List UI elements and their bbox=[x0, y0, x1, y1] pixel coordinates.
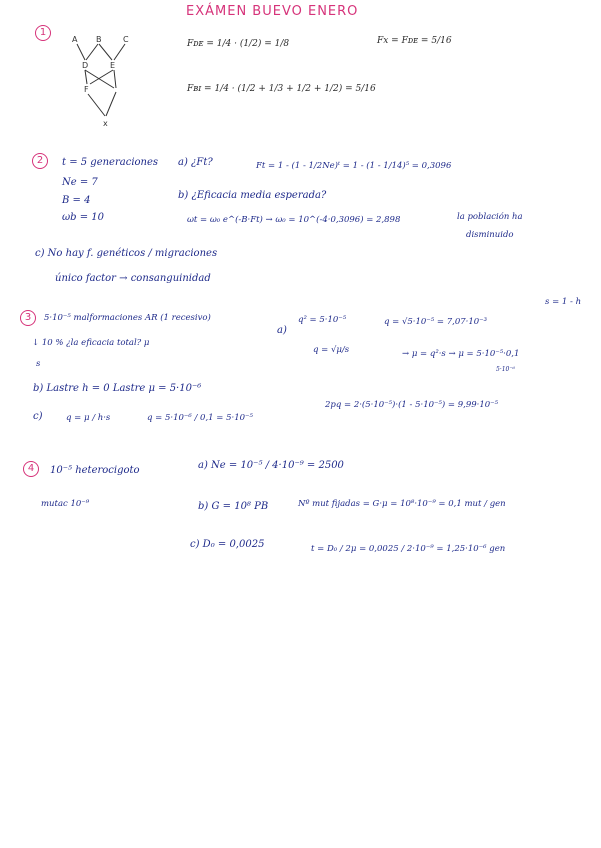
pedigree-line bbox=[90, 70, 113, 84]
q4-c-label: c) D₀ = 0,0025 bbox=[190, 539, 265, 550]
q2-given-ne: Ne = 7 bbox=[62, 177, 98, 188]
q3-a-mu: → μ = q²·s → μ = 5·10⁻⁵·0,1 bbox=[402, 349, 520, 359]
q4-c-equation: t = D₀ / 2μ = 0,0025 / 2·10⁻⁹ = 1,25·10⁻⁶ gen bbox=[311, 544, 506, 554]
q4-statement: 10⁻⁵ heterocigoto bbox=[50, 465, 140, 476]
pedigree-label-f: F bbox=[84, 85, 89, 94]
pedigree-line bbox=[85, 70, 114, 88]
q1-fde-equation: Fᴅᴇ = 1/4 · (1/2) = 1/8 bbox=[187, 39, 290, 49]
q3-a-q-value: q = √5·10⁻⁵ = 7,07·10⁻³ bbox=[384, 317, 488, 327]
q4-statement-2: mutac 10⁻⁹ bbox=[41, 499, 90, 509]
q2-b-note-2: disminuido bbox=[466, 230, 514, 240]
pedigree-label-b: B bbox=[96, 35, 102, 44]
question-number-1: 1 bbox=[35, 25, 51, 41]
pedigree-label-x: x bbox=[103, 119, 108, 128]
question-number-4: 4 bbox=[23, 461, 39, 477]
q2-given-b: B = 4 bbox=[62, 195, 91, 206]
q2-given-t: t = 5 generaciones bbox=[62, 157, 159, 168]
pedigree-line bbox=[106, 92, 116, 116]
pedigree-label-c: C bbox=[123, 35, 129, 44]
q2-a-equation: Ft = 1 - (1 - 1/2Ne)ᵗ = 1 - (1 - 1/14)⁵ = 0,3096 bbox=[256, 161, 452, 171]
q3-a-label: a) bbox=[277, 325, 287, 336]
q3-statement: 5·10⁻⁵ malformaciones AR (1 recesivo) bbox=[44, 313, 211, 323]
q3-c-2pq: 2pq = 2·(5·10⁻⁵)·(1 - 5·10⁻⁵) = 9,99·10⁻⁵ bbox=[325, 400, 499, 410]
q2-a-question: a) ¿Ft? bbox=[178, 157, 213, 168]
pedigree-label-e: E bbox=[110, 61, 116, 70]
q4-a-equation: a) Ne = 10⁻⁵ / 4·10⁻⁹ = 2500 bbox=[198, 460, 344, 471]
q3-c-equation-2: q = 5·10⁻⁶ / 0,1 = 5·10⁻⁵ bbox=[147, 413, 253, 423]
q2-b-equation: ωt = ω₀ e^(-B·Ft) → ω₀ = 10^(-4·0,3096) = 2,898 bbox=[187, 215, 401, 225]
pedigree-line bbox=[99, 44, 112, 60]
q3-b-line: b) Lastre h = 0 Lastre μ = 5·10⁻⁶ bbox=[33, 383, 202, 394]
q2-c-line-2: único factor → consanguinidad bbox=[55, 273, 211, 284]
q3-statement-3: s bbox=[36, 359, 41, 369]
question-number-3: 3 bbox=[20, 310, 36, 326]
pedigree-diagram bbox=[68, 30, 138, 130]
pedigree-label-a: A bbox=[72, 35, 78, 44]
q1-fbi-equation: Fʙɪ = 1/4 · (1/2 + 1/3 + 1/2 + 1/2) = 5/16 bbox=[187, 84, 376, 94]
pedigree-line bbox=[114, 44, 125, 60]
q3-c-label: c) bbox=[33, 411, 43, 422]
q2-b-question: b) ¿Eficacia media esperada? bbox=[178, 190, 327, 201]
q3-a-q-squared: q² = 5·10⁻⁵ bbox=[298, 315, 347, 325]
q3-corner-note: s = 1 - h bbox=[545, 297, 582, 307]
exam-title: EXÁMEN BUEVO ENERO bbox=[186, 4, 359, 19]
q3-a-result: 5·10⁻⁶ bbox=[496, 366, 515, 373]
q3-c-equation-1: q = μ / h·s bbox=[66, 413, 111, 423]
pedigree-label-d: D bbox=[82, 61, 89, 70]
pedigree-line bbox=[88, 94, 105, 116]
pedigree-line bbox=[85, 70, 87, 84]
q2-c-line-1: c) No hay f. genéticos / migraciones bbox=[35, 248, 218, 259]
pedigree-line bbox=[114, 70, 116, 88]
pedigree-line bbox=[86, 44, 98, 60]
pedigree-line bbox=[77, 44, 85, 60]
q4-b-equation: Nº mut fijadas = G·μ = 10⁸·10⁻⁹ = 0,1 mut / gen bbox=[298, 499, 506, 509]
q3-statement-2: ↓ 10 % ¿la eficacia total? μ bbox=[32, 338, 150, 348]
q2-b-note-1: la población ha bbox=[457, 212, 523, 222]
q4-b-label: b) G = 10⁸ PB bbox=[198, 501, 269, 512]
question-number-2: 2 bbox=[32, 153, 48, 169]
q2-given-wb: ωb = 10 bbox=[62, 212, 105, 223]
q1-fx-equation: Fx = Fᴅᴇ = 5/16 bbox=[377, 36, 452, 46]
q3-a-sqrt: q = √μ/s bbox=[313, 345, 350, 355]
